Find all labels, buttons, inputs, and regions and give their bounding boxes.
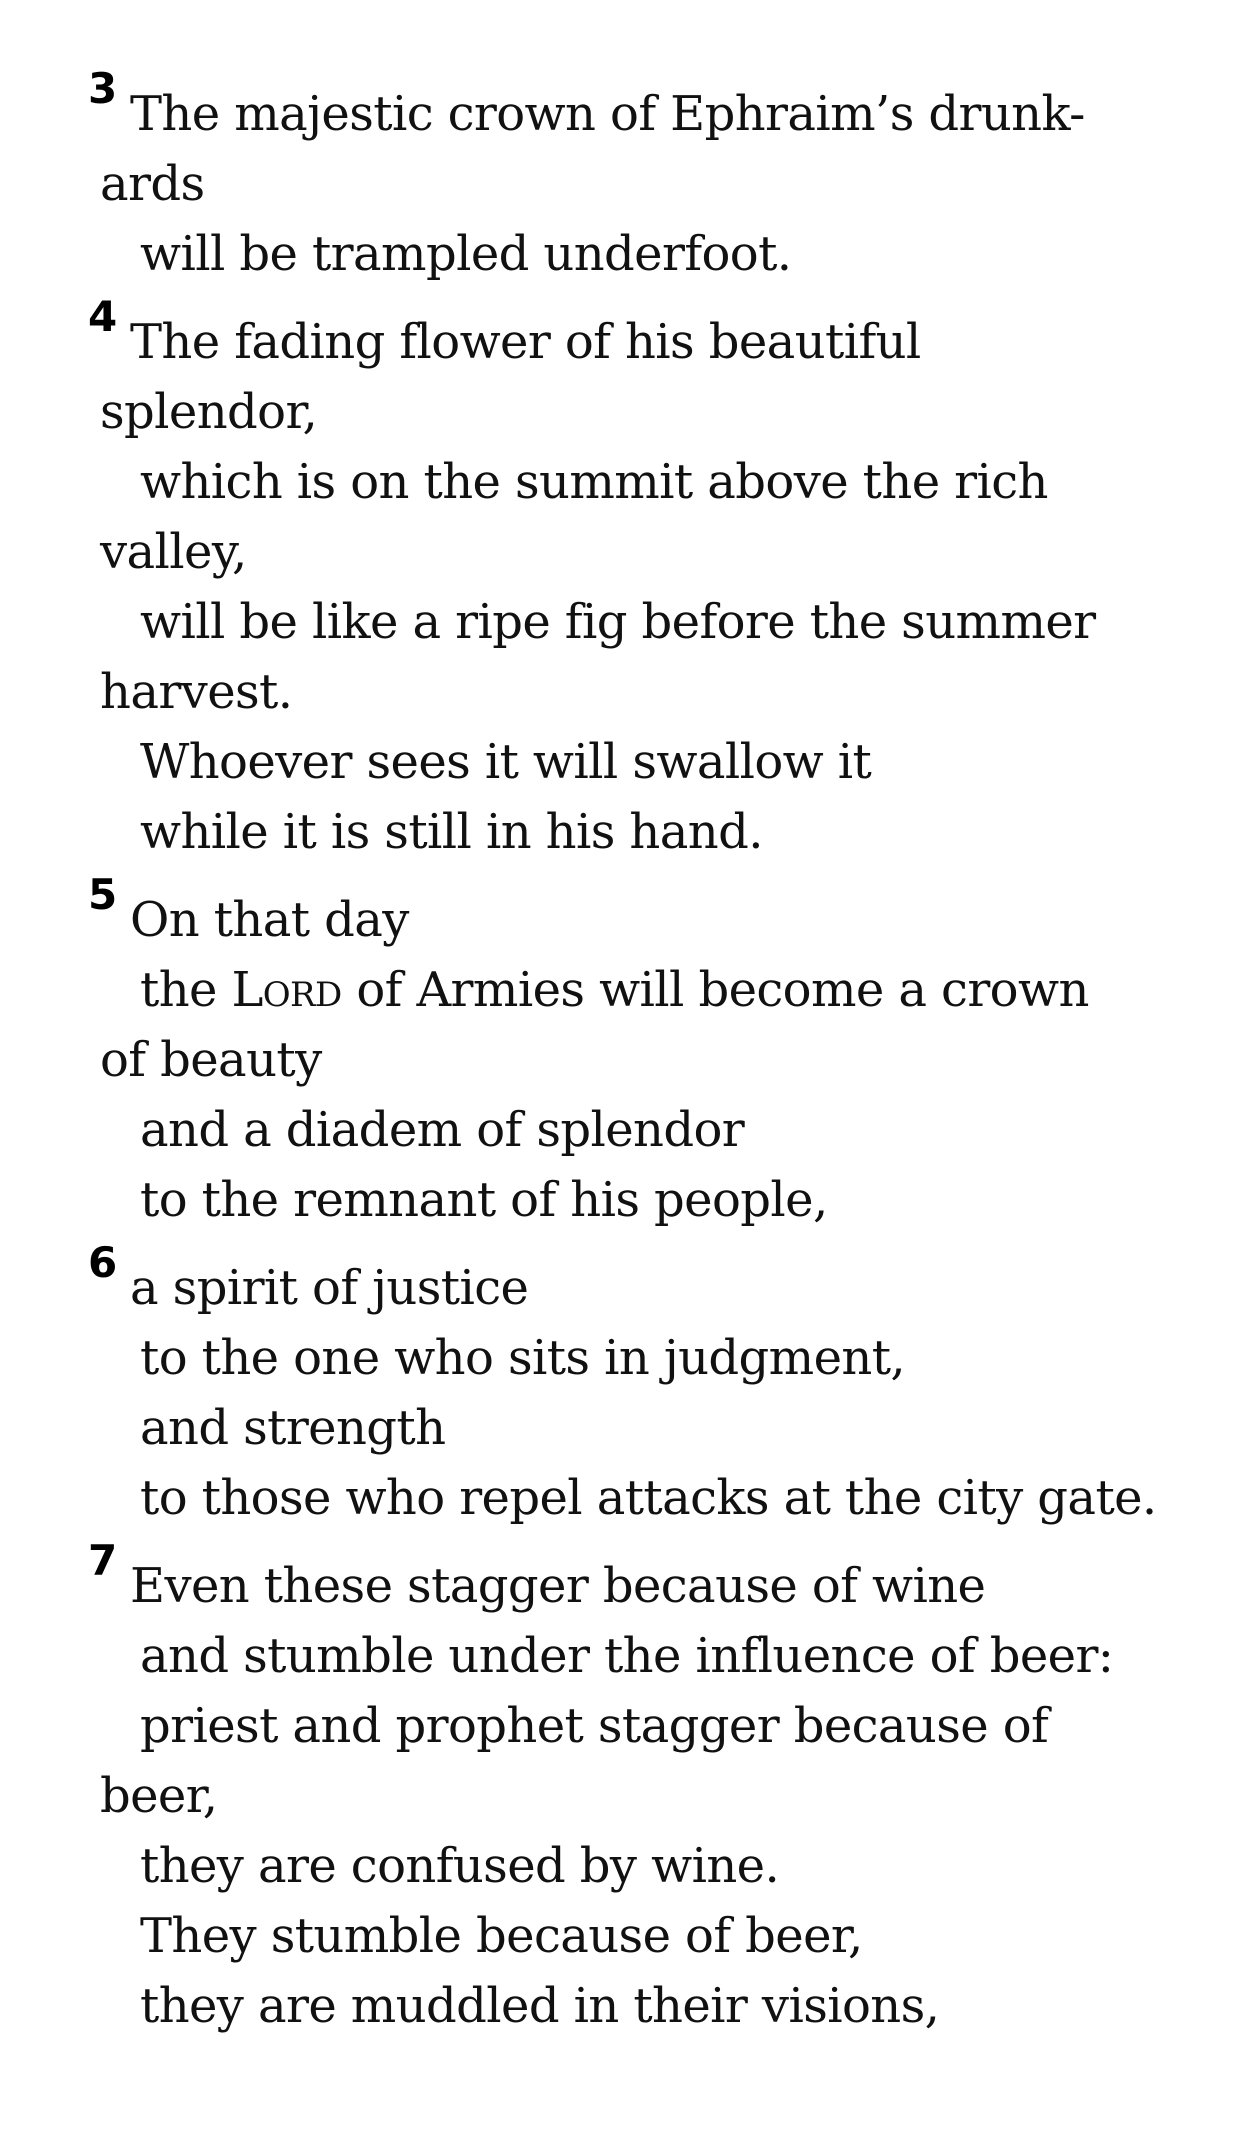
verse-number: 6 xyxy=(88,1238,118,1287)
verse-line: to the remnant of his people, xyxy=(140,1172,828,1228)
verse-number: 4 xyxy=(88,292,118,341)
verse-text: the xyxy=(140,962,217,1018)
verse-line: they are muddled in their visions, xyxy=(140,1978,940,2034)
verse-line: they are confused by wine. xyxy=(140,1838,780,1894)
verse-text: of Armies will become a crown xyxy=(356,962,1089,1018)
verse-line: while it is still in his hand. xyxy=(140,804,763,860)
verse-line: Even these stagger because of wine xyxy=(130,1558,986,1614)
verse-number: 7 xyxy=(88,1536,118,1585)
verse-line: Whoever sees it will swallow it xyxy=(140,734,872,790)
verse-line: to those who repel attacks at the city gate. xyxy=(140,1470,1157,1526)
verse-line: harvest. xyxy=(100,664,293,720)
verse-number: 5 xyxy=(88,870,118,919)
divine-name: Lord xyxy=(231,962,342,1018)
verse-line: and strength xyxy=(140,1400,446,1456)
verse-line: will be trampled underfoot. xyxy=(140,226,792,282)
verse-number: 3 xyxy=(88,64,118,113)
verse-line: ards xyxy=(100,156,205,212)
verse-line: and stumble under the influence of beer: xyxy=(140,1628,1114,1684)
verse-line: On that day xyxy=(130,892,409,948)
verse-line: The fading flower of his beautiful xyxy=(130,314,921,370)
verse-line: which is on the summit above the rich xyxy=(140,454,1048,510)
verse-line: of beauty xyxy=(100,1032,322,1088)
verse-line: They stumble because of beer, xyxy=(140,1908,863,1964)
verse-line: valley, xyxy=(100,524,247,580)
verse-line: priest and prophet stagger because of xyxy=(140,1698,1049,1754)
verse-line: to the one who sits in judgment, xyxy=(140,1330,906,1386)
verse-line: and a diadem of splendor xyxy=(140,1102,745,1158)
verse-line: splendor, xyxy=(100,384,318,440)
verse-line: will be like a ripe fig before the summer xyxy=(140,594,1096,650)
verse-line xyxy=(140,962,1089,1018)
verse-line: The majestic crown of Ephraim’s drunk- xyxy=(130,86,1085,142)
verse-line: a spirit of justice xyxy=(130,1260,529,1316)
verse-line: beer, xyxy=(100,1768,218,1824)
